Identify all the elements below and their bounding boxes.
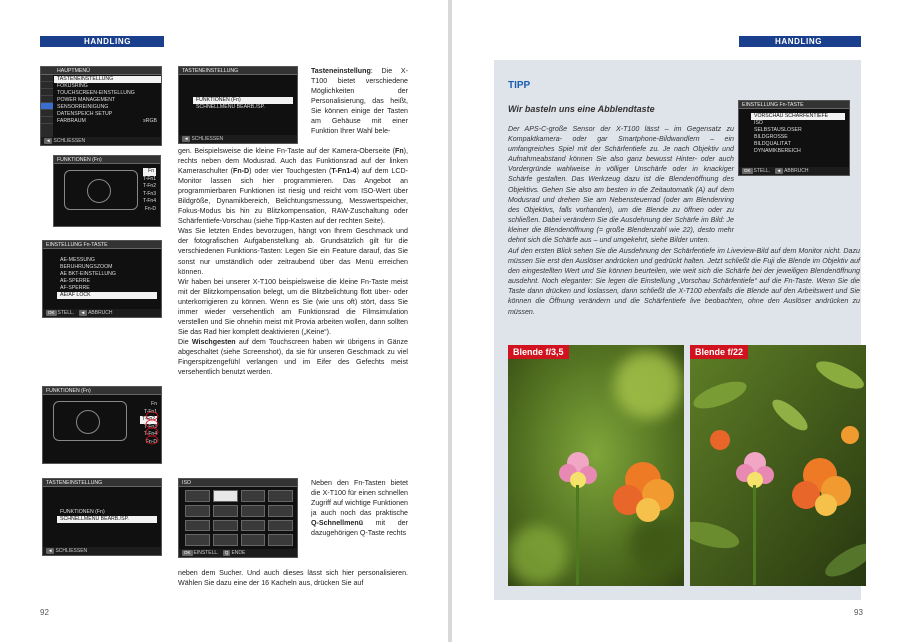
menu-item: AE BKT-EINSTELLUNG [60, 271, 116, 277]
menu-item: BILDQUALITÄT [754, 141, 791, 147]
fn-item: T-Fn1 [142, 175, 156, 182]
menu-item: SCHNELLMENÜ BEARB./SP. [57, 516, 157, 523]
quick-menu-tile [185, 534, 210, 546]
red-highlight-ovals [145, 407, 159, 447]
text-span: ) oder vier Touchgesten ( [249, 167, 332, 176]
left-page [0, 0, 448, 642]
screen-button-settings-quick [42, 478, 162, 556]
footer-label: ENDE [231, 550, 246, 556]
fn-item: T-Fn3 [142, 190, 156, 197]
menu-item: TASTENEINSTELLUNG [54, 76, 161, 83]
quick-menu-tile [213, 520, 238, 532]
term-tfn: T-Fn1-4 [331, 167, 357, 176]
menu-item: DATENSPEICH SETUP [57, 111, 113, 117]
menu-item: SELBSTAUSLÖSER [754, 127, 802, 133]
footer-label: ABBRUCH [784, 168, 809, 174]
quick-menu-tile [268, 534, 293, 546]
menu-item: BERÜHRUNGSZOOM [60, 264, 113, 270]
screen-footer [41, 137, 161, 145]
screen-title: EINSTELLUNG Fn-TASTE [739, 101, 849, 109]
tipp-heading: TIPP [508, 80, 531, 91]
camera-diagram [53, 401, 127, 441]
flower-photo-sharp [690, 345, 866, 586]
menu-item-label: FARBRAUM [57, 118, 86, 124]
quick-menu-tile [185, 520, 210, 532]
quick-menu-tile [241, 520, 266, 532]
footer-label: SCHLIESSEN [191, 136, 224, 142]
footer-label: EINSTELL. [193, 550, 219, 556]
quick-menu-tile [213, 505, 238, 517]
text-span: ), rechts neben dem Modusrad. Auch das Funktionsrad auf der linken Kameraschulter ( [178, 147, 408, 176]
fn-item: T-Fn2 [142, 183, 156, 190]
menu-item: TOUCHSCREEN-EINSTELLUNG [57, 90, 135, 96]
fn-list [143, 168, 156, 214]
screen-footer [179, 549, 297, 557]
page-number: 92 [40, 608, 49, 617]
paragraph [178, 337, 408, 377]
page-number: 93 [854, 608, 863, 617]
quick-menu-grid [185, 490, 293, 546]
q-icon: Q [224, 550, 229, 555]
paragraph: Wir haben bei unserer X-T100 beispielsweise die kleine Fn-Taste meist mit der Blitzkompensation belegt, um die Blitzbelichtung flott über- oder unterkorrigieren zu können. Wenn es Sie (wie uns oft) stört, dass Sie immer wieder versehentlich am Funktionsrad die Filmsimulation verstellen und Sie ohnehin meist mit Provia arbeiten wollen, dann sollten Sie das Rad hier komplett deaktivieren („Keine“). [178, 277, 408, 336]
text-span: mit der dazugehörigen Q-Taste rechts [311, 519, 408, 538]
back-icon: ◄ [184, 136, 189, 141]
quick-menu-tile [241, 505, 266, 517]
quick-menu-tile [213, 534, 238, 546]
screen-title: TASTENEINSTELLUNG [43, 479, 161, 487]
back-icon: ◄ [46, 138, 51, 143]
menu-item-value: sRGB [143, 118, 157, 124]
footer-label: SCHLIESSEN [55, 548, 88, 554]
tipp-subheading: Wir basteln uns eine Abblendtaste [508, 104, 655, 114]
back-icon: ◄ [80, 310, 86, 315]
text-span: Neben den Fn-Tasten bietet die X-T100 für einen schnellen Zugriff auf wichtige Funktionen ja auch noch das praktische [311, 479, 408, 518]
menu-item: FOKUSRING [57, 83, 88, 89]
quick-menu-tile [213, 490, 238, 502]
menu-item: AF-SPERRE [60, 285, 90, 291]
screen-title: FUNKTIONEN (Fn) [43, 387, 161, 395]
quick-menu-tile [268, 520, 293, 532]
term-wischgesten: Wischgesten [191, 337, 236, 346]
tipp-paragraph: Auf den ersten Blick sehen Sie die Ausdehnung der Schärfentiefe im Liveview-Bild auf dem Monitor nicht. Dazu müssen Sie erst den Auslöser andrücken und gedrückt halten. Jetzt schließt die Fuji die Blende im Objektiv auf den eingestellten Wert und Sie können beurteilen, wie weit sich die Schärfe bei der jeweiligen Blendenöffnung ausdehnt. Noch eleganter: Sie legen die Einstellung „Vorschau Schärfentiefe“ auf die Fn-Taste. Wenn Sie die Taste dann drücken und loslassen, dann schließt die X-T100 ebenfalls die Blende auf den Arbeitswert und Sie können die Öffnung verändern und die Schärfentiefe live beobachten, ohne den Auslöser andrücken zu müssen. [508, 247, 860, 316]
tipp-paragraph-intro [508, 124, 734, 245]
photo-label: Blende f/22 [690, 345, 748, 359]
screen-footer [43, 309, 161, 317]
photo-label: Blende f/3,5 [508, 345, 569, 359]
screen-footer [43, 547, 161, 555]
footer-label: SCHLIESSEN [53, 138, 86, 144]
term-q-schnellmenu: Q-Schnellmenü [311, 519, 364, 528]
quick-menu-tile [241, 490, 266, 502]
menu-item: AE-SPERRE [60, 278, 90, 284]
screen-footer [179, 135, 297, 143]
photo-closed-aperture [690, 345, 866, 586]
footer-label: STELL. [57, 310, 75, 316]
menu-item: SCHNELLMENÜ BEARB./SP. [196, 104, 265, 110]
fn-item: Fn [143, 168, 156, 176]
ok-icon: OK [184, 550, 191, 555]
section-header: HANDLING [739, 36, 861, 47]
text-span: auf dem Touchscreen haben wir übrigens in Gänze abgeschaltet (siehe Screenshot), da sie für unseren Geschmack zu viel Fingerspitzengefühl verlangen und im Eifer des Gefechts meist versehentlich benutzt werden. [178, 337, 408, 377]
term-tasteneinstellung: Tasteneinstellung [311, 67, 371, 75]
fn-item: Fn [151, 401, 157, 407]
menu-item: DYNAMIKBEREICH [754, 148, 801, 154]
menu-item: VORSCHAU SCHÄRFENTIEFE [751, 113, 845, 120]
quick-menu-tile [185, 490, 210, 502]
screen-title: FUNKTIONEN (Fn) [54, 156, 160, 164]
screen-title: HAUPTMENÜ [41, 67, 161, 75]
fn-item: T-Fn4 [142, 198, 156, 205]
screen-title: EINSTELLUNG Fn-TASTE [43, 241, 161, 249]
screen-title: ISO [179, 479, 297, 487]
screen-fn-button-dof [738, 100, 850, 176]
menu-item: BILDGRÖSSE [754, 134, 788, 140]
camera-diagram [64, 170, 138, 210]
menu-item: FUNKTIONEN (Fn) [193, 97, 293, 104]
screen-fn-button-setting [42, 240, 162, 318]
menu-item: POWER MANAGEMENT [57, 97, 116, 103]
term-fn: Fn [394, 147, 404, 155]
back-icon: ◄ [48, 548, 53, 553]
quickmenu-text [311, 478, 408, 538]
screen-footer [739, 167, 849, 175]
menu-item: AE/AF LOCK [57, 292, 157, 299]
fn-item: Fn-D [145, 438, 157, 445]
paragraph [178, 146, 408, 226]
paragraph: Was Sie letzten Endes bevorzugen, hängt von Ihrem Geschmack und der fotografischen Aufgabenstellung ab. Grundsätzlich gilt für die verschiedenen Funktions-Tasten: Legen Sie ein Feature darauf, das Sie sonst nur umständlich oder zeitraubend über das Menü erreichen können. [178, 227, 408, 276]
quick-menu-tile [185, 505, 210, 517]
back-icon: ◄ [776, 168, 782, 173]
menu-item: SENSORREINIGUNG [57, 104, 109, 110]
fn-item: Fn-D [144, 205, 156, 212]
main-body-text [178, 146, 408, 377]
ok-icon: OK [48, 310, 55, 315]
text-span: Der APS-C-große Sensor der X-T100 lässt – im Gegensatz zu Kompaktkamera- oder gar Smartphone-Bildwandlern – ein umfangreiches Spiel mit der Schärfentiefe zu. Je nach Objektiv und Aufnahmeabstand können Sie also ganz bewusst Hinter- oder auch Vordergründe wahlweise in völliger Unschärfe oder in knackiger Schärfe gestalten. Das Werkzeug dazu ist die Blendenöffnung des Objektivs. Gehen Sie also am besten in die Zeitautomatik (A) auf dem Modusrad und drehen Sie am Nebensteuerrad (oder am Blendenring des Objektivs, falls vorhanden), um die Blende zu öffnen oder zu schließen. Dabei verändern Sie die Ausdehnung der Schärfe im Bild: Je kleiner die Blendenöffnung (= große Blendenzahl wie 22), desto mehr dehnt sich die Schärfe aus – und umgekehrt, siehe Bilder unten. [508, 125, 734, 245]
menu-item: AE-MESSUNG [60, 257, 95, 263]
text-span: Die [178, 337, 192, 346]
text-span: ) auf dem LCD-Monitor lassen sich hier programmieren. Das Angebot an programmierbaren Funktionen ist riesig und reicht vom ISO-Wert über Bildgröße, Dynamikbereich, Belichtungsmessung, Messwertspeicher, Fokus-Modus bis hin zu Blitzkompensation, RAW-Zuschaltung oder Schärfentiefe-Vorschau (siehe Tipp-Kasten auf der rechten Seite). [178, 167, 408, 226]
text-span: gen. Beispielsweise die kleine Fn-Taste auf der Kamera-Oberseite ( [178, 147, 395, 155]
footer-label: ABBRUCH [88, 310, 113, 316]
fn-item: T-Fn3 [143, 423, 157, 430]
quickmenu-text-tail: neben dem Sucher. Und auch dieses lässt sich hier personalisieren. Wählen Sie dazu eine der 16 Kacheln aus, drücken Sie auf [178, 569, 408, 588]
quick-menu-tile [268, 505, 293, 517]
flower-photo-blurred [508, 345, 684, 586]
photo-open-aperture [508, 345, 684, 586]
section-header: HANDLING [40, 36, 164, 47]
menu-item [54, 118, 161, 125]
screen-quick-menu [178, 478, 298, 558]
fn-item: T-Fn2 [141, 416, 155, 423]
quick-menu-tile [268, 490, 293, 502]
screen-fn-functions-touch [42, 386, 162, 464]
screen-title: TASTENEINSTELLUNG [179, 67, 297, 75]
screen-fn-functions [53, 155, 161, 227]
term-fnd: Fn-D [232, 167, 250, 176]
fn-item: T-Fn1 [143, 408, 157, 415]
menu-tab-icons [41, 75, 53, 137]
intro-text [311, 66, 408, 136]
right-page [452, 0, 900, 642]
text-span: : Die X-T100 bietet verschiedene Möglichkeiten der Personalisierung, das heißt, Sie können einige der Tasten am Gehäuse mit einer Funktion Ihrer Wahl bele- [311, 67, 408, 136]
menu-item: ISO [754, 120, 763, 126]
menu-item: FUNKTIONEN (Fn) [60, 509, 105, 515]
fn-item: T-Fn4 [143, 431, 157, 438]
screen-main-menu [40, 66, 162, 146]
footer-label: STELL. [753, 168, 771, 174]
screen-button-settings [178, 66, 298, 144]
quick-menu-tile [241, 534, 266, 546]
ok-icon: OK [744, 168, 751, 173]
